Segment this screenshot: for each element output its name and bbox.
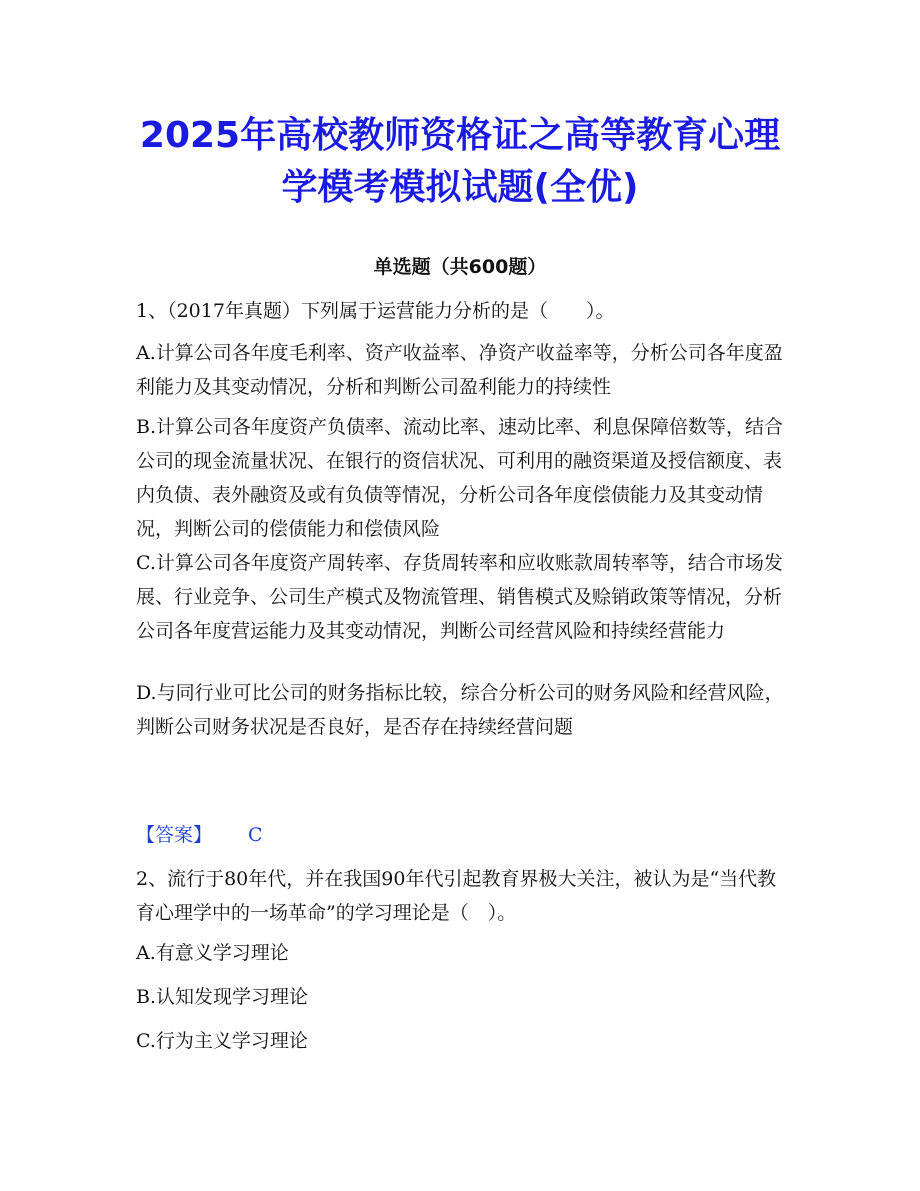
title-line-2: 学模考模拟试题(全优) bbox=[281, 167, 639, 208]
question-1-option-c: C.计算公司各年度资产周转率、存货周转率和应收账款周转率等，结合市场发展、行业竞争、公司生产模式及物流管理、销售模式及赊销政策等情况，分析公司各年度营运能力及其变动情况，判断公司经营风险和持续经营能力 bbox=[136, 552, 783, 642]
question-1-option-b: B.计算公司各年度资产负债率、流动比率、速动比率、利息保障倍数等，结合公司的现金流量状况、在银行的资信状况、可利用的融资渠道及授信额度、表内负债、表外融资及或有负债等情况，分析公司各年度偿债能力及其变动情况，判断公司的偿债能力和偿债风险 bbox=[136, 416, 784, 540]
answer-value: C bbox=[248, 824, 263, 846]
question-1-stem: 1、（2017年真题）下列属于运营能力分析的是（ ）。 bbox=[136, 300, 615, 322]
title-line-1: 2025年高校教师资格证之高等教育心理 bbox=[139, 115, 781, 156]
answer-label: 【答案】 bbox=[136, 824, 213, 846]
question-2-option-b: B.认知发现学习理论 bbox=[136, 986, 309, 1008]
question-1-option-a: A.计算公司各年度毛利率、资产收益率、净资产收益率等，分析公司各年度盈利能力及其变动情况，分析和判断公司盈利能力的持续性 bbox=[136, 342, 783, 398]
question-1-option-d: D.与同行业可比公司的财务指标比较，综合分析公司的财务风险和经营风险，判断公司财务状况是否良好，是否存在持续经营问题 bbox=[136, 682, 784, 738]
question-2-option-a: A.有意义学习理论 bbox=[136, 942, 289, 964]
question-2-stem: 2、流行于80年代，并在我国90年代引起教育界极大关注，被认为是“当代教育心理学中的一场革命”的学习理论是（ ）。 bbox=[136, 868, 777, 924]
question-1-answer bbox=[136, 818, 263, 852]
section-heading: 单选题（共600题） bbox=[373, 256, 547, 278]
question-2-option-c: C.行为主义学习理论 bbox=[136, 1030, 308, 1052]
document-title bbox=[110, 110, 810, 214]
